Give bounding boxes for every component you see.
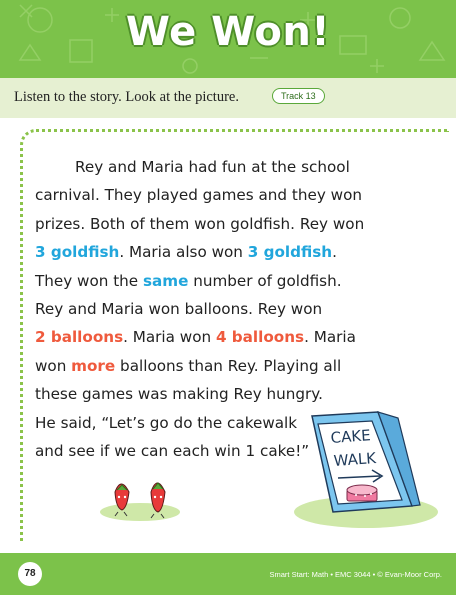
- story-phrase: carnival. They played games and they won: [35, 186, 362, 205]
- story-phrase: . Maria also won: [119, 243, 248, 262]
- story-phrase: number of goldfish.: [188, 271, 342, 290]
- story-phrase: and see if we can each win 1 cake!”: [35, 442, 310, 461]
- story-phrase: balloons than Rey. Playing all: [115, 356, 342, 375]
- page-title: We Won!: [125, 9, 331, 55]
- highlighted-phrase: 3 goldfish: [35, 243, 120, 262]
- page-number: 78: [18, 562, 42, 586]
- cakewalk-sign: [312, 412, 420, 512]
- story-phrase: these games was making Rey hungry.: [35, 385, 323, 404]
- highlighted-phrase: 2 balloons: [35, 328, 124, 347]
- story-phrase: . Maria won: [123, 328, 216, 347]
- story-phrase: won: [35, 356, 72, 375]
- story-phrase: Rey and Maria had fun at the school: [75, 158, 350, 176]
- sign-line-2: WALK: [333, 449, 377, 470]
- grass-patch: [100, 503, 180, 521]
- story-phrase: .: [332, 243, 337, 262]
- publisher-credit: Smart Start: Math • EMC 3044 • © Evan-Moor Corp.: [269, 570, 442, 579]
- cake-icon: [347, 485, 377, 501]
- story-phrase: They won the: [35, 271, 143, 290]
- story-phrase: prizes. Both of them won goldfish. Rey won: [35, 214, 365, 233]
- highlighted-phrase: 3 goldfish: [247, 243, 333, 262]
- highlighted-phrase: same: [142, 271, 189, 290]
- highlighted-phrase: 4 balloons: [215, 328, 305, 347]
- story-phrase: He said, “Let’s go do the cakewalk: [35, 413, 298, 432]
- story-phrase: . Maria: [304, 328, 356, 347]
- instruction-text: Listen to the story. Look at the picture.: [14, 89, 239, 105]
- story-phrase: Rey and Maria won balloons. Rey won: [35, 300, 323, 319]
- highlighted-phrase: more: [71, 356, 116, 375]
- track-badge: Track 13: [272, 88, 325, 104]
- sign-line-1: CAKE: [330, 426, 372, 447]
